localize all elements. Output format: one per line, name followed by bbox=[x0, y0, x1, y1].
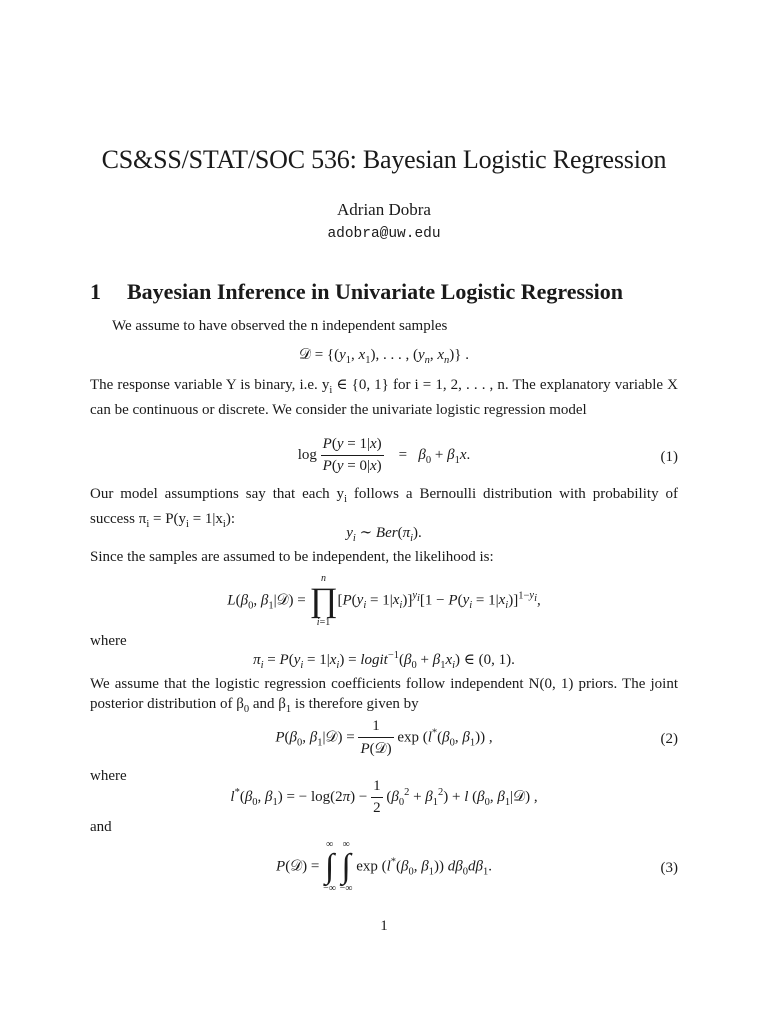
paragraph-independence: Since the samples are assumed to be independent, the likelihood is: bbox=[90, 549, 494, 565]
paragraph-assumptions: Our model assumptions say that each $y_i$ follows a Bernoulli distribution with probability of success $\pi_i = P(y_i = 1|x_i)$: bbox=[90, 486, 678, 530]
equation-logit-model: log $\frac{P(y = 1|x)}{P(y = 0|x)}$ = $\beta_0 + \beta_1x$. bbox=[297, 436, 471, 474]
document-title: CS&SS/STAT/SOC 536: Bayesian Logistic Regression bbox=[101, 145, 667, 174]
paragraph-where-1: where bbox=[90, 633, 127, 649]
paragraph-samples: We assume to have observed the n independent samples bbox=[112, 318, 448, 334]
equation-pi: $\pi_i = P(y_i = 1|x_i)$ = $logit^{-1}(\beta_0 + \beta_1x_i)$ ∈ (0, 1). bbox=[253, 650, 515, 671]
equation-number-1: (1) bbox=[660, 449, 678, 465]
page-number: 1 bbox=[380, 918, 388, 934]
equation-posterior: $P(\beta_0$, $\beta_1|𝒟$) = $\frac{1}{\text{P(𝒟)}}$ $\exp (l^*(\beta_0$, $\beta_1$)) , bbox=[275, 718, 493, 757]
paragraph-and: and bbox=[90, 819, 112, 835]
section-title: Bayesian Inference in Univariate Logistic Regression bbox=[127, 279, 623, 304]
paragraph-response: The response variable Y is binary, i.e. $y_i$ ∈ {0, 1} for i = 1, 2, . . . , n. The explanatory variable X can be continuous or discrete. We consider the univariate logistic regression model bbox=[90, 377, 678, 418]
author-name: Adrian Dobra bbox=[337, 200, 431, 219]
section-number: 1 bbox=[90, 279, 101, 304]
author-email[interactable]: adobra@uw.edu bbox=[327, 226, 441, 242]
equation-likelihood: $L(\beta_0$, $\beta_1|𝒟$) = n ∏ i=1 $[P(y_i = 1|x_i)]^{y_i}[1 - P(y_i = 1|x_i)]^{1-y_i}$, bbox=[227, 573, 541, 628]
equation-bernoulli: $y_i$ ∼ $Ber(\pi_i)$. bbox=[346, 525, 422, 544]
paragraph-where-2: where bbox=[90, 768, 127, 784]
section-heading bbox=[90, 279, 688, 305]
equation-number-2: (2) bbox=[660, 731, 678, 747]
paragraph-priors: We assume that the logistic regression coefficients follow independent N(0, 1) priors. The joint posterior distribution of $\beta_0$ and $\beta_1$ is therefore given by bbox=[90, 676, 678, 715]
equation-evidence: P(𝒟) = ∞ ∫ −∞ ∞ ∫ −∞ $\exp (l^*(\beta_0$, $\beta_1$)) $d\beta_0d\beta_1$. bbox=[276, 839, 492, 894]
equation-dataset: 𝒟 = {($y_1$, $x_1$), . . . , ($y_n$, $x_n$)} . bbox=[298, 347, 469, 366]
equation-l-star: $l^*(\beta_0$, $\beta_1$) = − log(2π) − $\frac{1}{2}$ $(\beta_0^2 + \beta_1^2) + l$ ($\beta_0$, $\beta_1|𝒟$) , bbox=[230, 778, 538, 816]
equation-number-3: (3) bbox=[660, 860, 678, 876]
